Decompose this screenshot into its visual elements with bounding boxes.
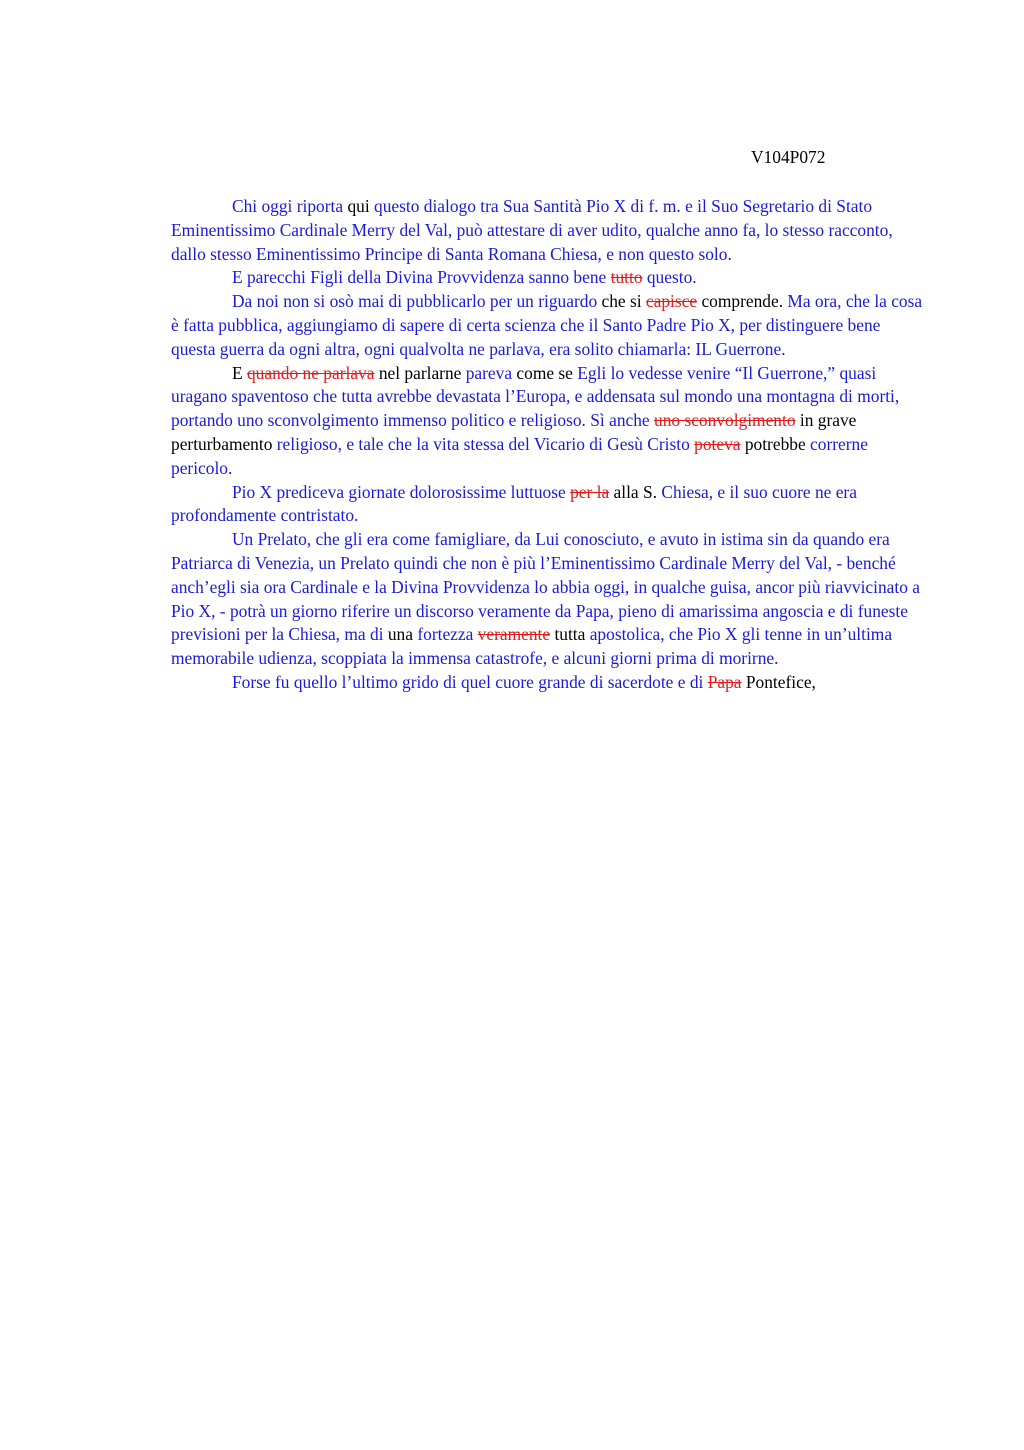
paragraph <box>171 362 929 481</box>
document-body <box>171 195 929 695</box>
original-text: pareva <box>465 362 513 383</box>
deleted-text: uno sconvolgimento <box>654 410 796 431</box>
original-text: Ma ora, che la cosa è fatta pubblica, aggiungiamo di sapere di certa scienza che il Santo Padre Pio X, per distinguere bene questa guerra da ogni altra, ogni qualvolta ne parlava, era solito chiamarla: IL Guerrone. <box>171 291 923 359</box>
deleted-text: poteva <box>694 433 741 454</box>
original-text: religioso, e tale che la vita stessa del Vicario di Gesù Cristo <box>276 433 695 454</box>
original-text: Chi oggi riporta <box>232 196 344 216</box>
inserted-text: potrebbe <box>740 433 811 454</box>
original-text: questo dialogo tra Sua Santità Pio X di f. m. e il Suo Segretario di Stato Eminentissimo Cardinale Merry del Val, può attestare di aver udito, qualche anno fa, lo stesso racconto, dallo stesso Eminentissimo Principe di Santa Romana Chiesa, e non questo solo. <box>171 196 893 264</box>
inserted-text: in grave perturbamento <box>171 410 857 454</box>
deleted-text: veramente <box>477 624 551 645</box>
deleted-text: per la <box>570 481 610 502</box>
deleted-text: tutto <box>610 267 643 288</box>
original-text: questo. <box>642 267 697 288</box>
deleted-text: Papa <box>707 671 742 692</box>
inserted-text: come se <box>512 362 578 383</box>
paragraph <box>171 481 929 529</box>
inserted-text: che si <box>597 291 646 312</box>
original-text: Egli lo vedesse venire “Il Guerrone,” quasi uragano spaventoso che tutta avrebbe devastata l’Europa, e addensata sul mondo una montagna di morti, portando uno sconvolgimento immenso politico e religioso. Sì anche <box>171 362 900 431</box>
original-text: Da noi non si osò mai di pubblicarlo per un riguardo <box>232 291 598 312</box>
original-text: Forse fu quello l’ultimo grido di quel cuore grande di sacerdote e di <box>232 671 708 692</box>
original-text: Un Prelato, che gli era come famigliare, da Lui conosciuto, e avuto in istima sin da quando era Patriarca di Venezia, un Prelato quindi che non è più l’Eminentissimo Cardinale Merry del Val, - benché anch’egli sia ora Cardinale e la Divina Provvidenza lo abbia oggi, in qualche guisa, ancor più riavvicinato a Pio X, - potrà un giorno riferire un discorso veramente da Papa, pieno di amarissima angoscia e di funeste previsioni per la Chiesa, ma di <box>171 529 920 645</box>
deleted-text: quando ne parlava <box>246 362 375 383</box>
inserted-text: Pontefice, <box>741 671 816 692</box>
inserted-text: E <box>232 362 247 383</box>
original-text: Pio X prediceva giornate dolorosissime luttuose <box>232 481 571 502</box>
inserted-text: nel parlarne <box>374 362 466 383</box>
paragraph <box>171 266 929 290</box>
original-text: apostolica, che Pio X gli tenne in un’ultima memorabile udienza, scoppiata la immensa catastrofe, e alcuni giorni prima di morirne. <box>171 624 893 669</box>
deleted-text: capisce <box>645 291 698 312</box>
inserted-text: alla S. <box>609 481 662 502</box>
original-text: Chiesa, e il suo cuore ne era profondamente contristato. <box>171 481 857 526</box>
inserted-text: tutta <box>550 624 590 645</box>
inserted-text: una <box>383 624 418 645</box>
paragraph <box>171 528 929 671</box>
page-code: V104P072 <box>751 147 826 167</box>
original-text: E parecchi Figli della Divina Provvidenza sanno bene <box>232 267 611 288</box>
inserted-text: comprende. <box>697 291 788 312</box>
inserted-text: qui <box>343 196 375 216</box>
paragraph <box>171 671 929 695</box>
original-text: fortezza <box>417 624 478 645</box>
paragraph <box>171 195 929 266</box>
original-text: correrne pericolo. <box>171 433 868 478</box>
paragraph <box>171 290 929 361</box>
